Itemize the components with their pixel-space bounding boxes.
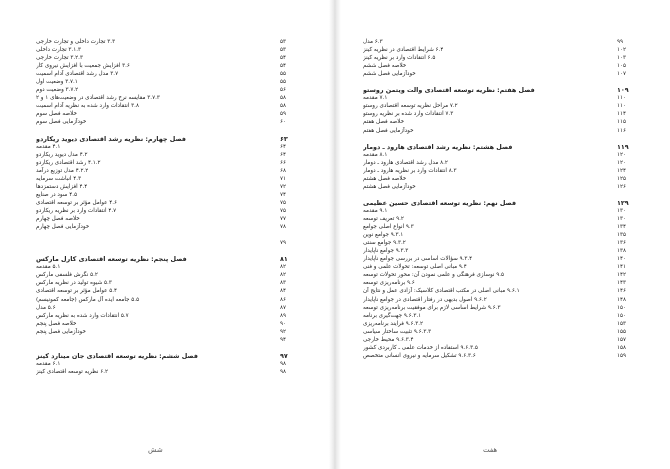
toc-entry [363, 110, 635, 118]
toc-entry-page-number: ۱۰۷ [617, 71, 627, 78]
toc-entry [363, 183, 635, 191]
toc-entry-page-number: ۱۱۴ [617, 111, 627, 118]
toc-entry-page-number: ۱۳۸ [617, 248, 627, 255]
toc-entry-title: ۹.۵ نوسازی فرهنگی و علمی نمودن آن: محور تحولات توسعه [363, 272, 505, 279]
toc-entry-title: ۵.۴ عوامل مؤثر بر توسعه اقتصادی [36, 288, 118, 295]
toc-entry-page-number: ۱۳۵ [617, 232, 627, 239]
toc-entry-title: ۵.۳ شیوه تولید در نظریه مارکس [36, 280, 112, 287]
page-right [335, 0, 670, 469]
toc-entry-title: ۹.۶.۳.۲ فرایند برنامه‌ریزی [363, 320, 424, 327]
toc-entry [36, 102, 298, 110]
toc-entry-title: فصل پنجم: نظریه توسعه اقتصادی کارل مارکس [36, 255, 187, 264]
toc-entry [36, 368, 298, 376]
toc-entry-page-number: ۶۶ [280, 159, 287, 166]
toc-entry [36, 320, 298, 328]
toc-entry-page-number: ۱۲۰ [617, 151, 627, 158]
toc-entry-page-number: ۹۴ [280, 336, 287, 343]
toc-entry-title: خودآزمایی فصل ششم [363, 71, 416, 78]
toc-entry [36, 328, 298, 336]
toc-entry [363, 175, 635, 183]
toc-entry [36, 110, 298, 118]
toc-entry-title: ۹.۱ مقدمه [363, 207, 388, 214]
toc-entry-title: خودآزمایی فصل چهارم [36, 224, 90, 231]
toc-entry-title: ۶.۱ مقدمه [36, 360, 61, 367]
toc-entry [36, 191, 298, 199]
toc-entry-page-number: ۱۴۲ [617, 272, 627, 279]
toc-entry [363, 102, 635, 110]
toc-entry-title: ۹.۶.۳.۳ تثبیت ساختار سیاسی [363, 328, 432, 335]
toc-entry-title: خلاصه فصل هشتم [363, 175, 407, 182]
toc-entry-page-number: ۶۴ [280, 151, 287, 158]
toc-entry [36, 86, 298, 94]
toc-entry-page-number: ۷۲ [280, 183, 287, 190]
toc-entry-title: خودآزمایی فصل پنجم [36, 328, 86, 335]
toc-entry-page-number: ۱۴۸ [617, 296, 627, 303]
toc-entry-page-number: ۸۲ [280, 264, 287, 271]
toc-entry-title: ۴.۵ سود در صنایع [36, 191, 78, 198]
toc-entry-title: ۳.۸ انتقادات وارد شده به نظریه آدام اسمیت [36, 103, 139, 110]
toc-entry-title: فصل نهم: نظریه توسعه اقتصادی حسین عظیمی [363, 198, 517, 207]
toc-entry-title: ۴.۱.۲ رشد اقتصادی ریکاردو [36, 159, 101, 166]
toc-entry-page-number: ۱۳۶ [617, 240, 627, 247]
toc-entry-page-number: ۶۳ [280, 134, 288, 143]
toc-chapter-heading [36, 135, 298, 143]
toc-entry-title: ۹.۶.۳.۵ استفاده از خدمات علمی ـ کاربردی کشور [363, 344, 478, 351]
toc-entry-title: ۴.۱ مقدمه [36, 143, 61, 150]
toc-entry-title: خلاصه فصل ششم [363, 63, 407, 70]
toc-entry [36, 94, 298, 102]
toc-entry-page-number: ۱۰۳ [617, 55, 627, 62]
toc-list-right [363, 38, 635, 360]
toc-list-left [36, 38, 298, 376]
toc-entry [363, 231, 635, 239]
toc-entry-page-number: ۵۳ [280, 47, 287, 54]
toc-entry [363, 352, 635, 360]
toc-entry-page-number: ۱۳۰ [617, 207, 627, 214]
toc-entry-page-number: ۵۶ [280, 87, 287, 94]
toc-entry-page-number: ۹۹ [617, 39, 624, 45]
toc-entry-title: ۳.۳ تجارت داخلی و تجارت خارجی [36, 39, 116, 45]
toc-entry [36, 54, 298, 62]
toc-entry [36, 231, 298, 239]
toc-chapter-heading [36, 352, 298, 360]
toc-entry [36, 223, 298, 231]
toc-entry-title: خلاصه فصل سوم [36, 111, 77, 118]
toc-entry [36, 127, 298, 135]
toc-entry-page-number: ۱۴۳ [617, 280, 627, 287]
toc-entry-title: خلاصه فصل پنجم [36, 320, 77, 327]
toc-entry-title: ۹.۳.۱ جوامع نوین [363, 232, 404, 239]
toc-entry-page-number: ۱۴۰ [617, 256, 627, 263]
toc-entry-page-number: ۱۱۶ [617, 127, 627, 134]
toc-entry-page-number: ۵۸ [280, 103, 287, 110]
toc-entry-page-number: ۱۵۹ [617, 352, 627, 359]
toc-entry [36, 360, 298, 368]
toc-entry-title: ۶.۴ شرایط اقتصادی در نظریه کینز [363, 47, 444, 54]
toc-entry [363, 70, 635, 78]
toc-entry-title: ۵.۱ مقدمه [36, 264, 61, 271]
toc-entry-title: ۴.۳ انباشت سرمایه [36, 175, 82, 182]
toc-entry [363, 328, 635, 336]
toc-entry [36, 312, 298, 320]
toc-entry-title: فصل چهارم: نظریه رشد اقتصادی دیوید ریکاردو [36, 134, 186, 143]
toc-entry-title: ۹.۳.۲ جوامع سنتی [363, 240, 406, 247]
toc-entry-page-number: ۸۴ [280, 288, 287, 295]
toc-entry-title: ۷.۳ انتقادات وارد شده بر نظریه روستو [363, 111, 454, 118]
toc-entry-title: ۳.۶ افزایش جمعیت با افزایش نیروی کار [36, 63, 130, 70]
toc-entry [363, 247, 635, 255]
toc-entry-title: ۳.۷.۲ وضعیت دوم [36, 87, 79, 94]
toc-entry [363, 191, 635, 199]
toc-entry-page-number: ۷۱ [280, 175, 287, 182]
toc-entry-page-number: ۷۸ [280, 224, 287, 231]
toc-entry-title: ۷.۱ مقدمه [363, 95, 388, 102]
toc-entry [36, 296, 298, 304]
toc-entry [36, 263, 298, 271]
toc-entry [36, 143, 298, 151]
toc-entry [36, 344, 298, 352]
toc-entry-page-number: ۱۲۹ [617, 198, 629, 207]
toc-entry-page-number: ۱۴۶ [617, 288, 627, 295]
toc-entry-title: ۵.۲ نگرش فلسفی مارکس [36, 272, 98, 279]
toc-entry-page-number: ۱۱۰ [617, 95, 627, 102]
toc-entry-page-number: ۱۳۰ [617, 216, 627, 223]
toc-entry-page-number: ۸۷ [280, 304, 287, 311]
toc-entry [363, 344, 635, 352]
toc-entry-title: ۷.۲ مراحل نظریه توسعه اقتصادی روستو [363, 103, 458, 110]
toc-chapter-heading [36, 255, 298, 263]
toc-entry-page-number: ۵۳ [280, 39, 287, 45]
toc-entry-title: ۹.۶ برنامه‌ریزی توسعه [363, 280, 415, 287]
toc-entry [36, 151, 298, 159]
toc-entry [363, 127, 635, 135]
toc-entry [36, 167, 298, 175]
toc-entry [363, 118, 635, 126]
toc-entry-page-number: ۵۹ [280, 111, 287, 118]
toc-entry-page-number: ۱۵۵ [617, 328, 627, 335]
toc-entry [363, 159, 635, 167]
toc-entry [363, 304, 635, 312]
toc-entry-page-number: ۸۱ [280, 255, 288, 264]
toc-entry-page-number: ۵۵ [280, 79, 287, 86]
toc-entry-page-number: ۱۵۰ [617, 312, 627, 319]
toc-entry-title: ۹.۶.۳.۴ محیط خارجی [363, 336, 414, 343]
toc-entry-title: خودآزمایی فصل هشتم [363, 183, 416, 190]
toc-chapter-heading [363, 143, 635, 151]
toc-entry-title: ۹.۶.۳ شرایط اساسی لازم برای موفقیت برنامه‌ریزی توسعه [363, 304, 501, 311]
toc-entry-page-number: ۹۲ [280, 328, 287, 335]
toc-entry [363, 320, 635, 328]
toc-entry-title: ۵.۷ انتقادات وارد شده به نظریه مارکس [36, 312, 129, 319]
toc-entry-title: ۸.۳ انتقادات وارد بر نظریه هارود ـ دومار [363, 167, 457, 174]
toc-entry-title: ۹.۶.۳.۱ جهت‌گیری برنامه [363, 312, 422, 319]
toc-entry-title: ۳.۷.۳ مقایسه نرخ رشد اقتصادی در وضعیت‌های ۱ و ۲ [36, 95, 160, 102]
toc-entry [36, 175, 298, 183]
page-folio-right: هفت [483, 446, 498, 454]
toc-entry-title: ۸.۲ مدل رشد اقتصادی هارود ـ دومار [363, 159, 448, 166]
toc-entry-page-number: ۸۲ [280, 272, 287, 279]
toc-entry [363, 78, 635, 86]
toc-entry-title: ۴.۲ مدل دیوید ریکاردو [36, 151, 88, 158]
toc-entry-page-number: ۱۵۷ [617, 336, 627, 343]
toc-entry [363, 62, 635, 70]
toc-entry [363, 312, 635, 320]
toc-entry-title: ۴.۲.۲ مدل توزیع درآمد [36, 167, 89, 174]
toc-entry [36, 78, 298, 86]
toc-entry-page-number: ۱۱۵ [617, 119, 627, 126]
toc-entry-page-number: ۱۲۵ [617, 175, 627, 182]
toc-entry [36, 239, 298, 247]
toc-entry-title: ۹.۶.۳.۶ تشکیل سرمایه و نیروی انسانی متخصص [363, 352, 476, 359]
toc-entry-title: ۹.۴ مبانی اصلی توسعه: تحولات علمی و فنی [363, 264, 467, 271]
toc-entry-page-number: ۱۱۰ [617, 103, 627, 110]
toc-entry [363, 239, 635, 247]
toc-entry-page-number: ۱۲۶ [617, 183, 627, 190]
toc-entry-page-number: ۷۵ [280, 207, 287, 214]
toc-entry [36, 287, 298, 295]
toc-entry-page-number: ۱۰۵ [617, 63, 627, 70]
toc-entry-page-number: ۷۵ [280, 199, 287, 206]
toc-entry-title: خودآزمایی فصل هفتم [363, 127, 414, 134]
toc-entry-page-number: ۱۵۸ [617, 344, 627, 351]
toc-entry-title: خلاصه فصل چهارم [36, 216, 80, 223]
toc-entry-title: خلاصه فصل هفتم [363, 119, 405, 126]
toc-entry-title: ۴.۴ افزایش دستمزدها [36, 183, 88, 190]
toc-entry-page-number: ۵۸ [280, 95, 287, 102]
toc-entry-title: ۶.۵ انتقادات وارد بر نظریه کینز [363, 55, 436, 62]
toc-entry [36, 62, 298, 70]
toc-entry [36, 304, 298, 312]
toc-entry-page-number: ۹۸ [280, 368, 287, 375]
toc-entry-title: ۳.۷.۱ وضعیت اول [36, 79, 78, 86]
toc-entry-title: ۹.۶.۱ مبانی اصلی در مکتب اقتصادی کلاسیک: آزادی عمل و نتایج آن [363, 288, 520, 295]
toc-entry [363, 46, 635, 54]
toc-entry [363, 296, 635, 304]
toc-chapter-heading [363, 86, 635, 94]
toc-entry [36, 199, 298, 207]
toc-entry [363, 255, 635, 263]
toc-entry [363, 167, 635, 175]
toc-entry-page-number: ۶۸ [280, 167, 287, 174]
toc-entry [363, 94, 635, 102]
toc-entry [363, 223, 635, 231]
toc-entry-title: ۴.۶ عوامل مؤثر بر توسعه اقتصادی [36, 199, 118, 206]
toc-entry [363, 151, 635, 159]
toc-entry-page-number: ۱۱۹ [617, 142, 629, 151]
toc-entry [363, 263, 635, 271]
toc-entry-page-number: ۱۴۱ [617, 264, 627, 271]
toc-entry-title: ۵.۵ جامعه ایده آل مارکس (جامعه کمونیسم) [36, 296, 140, 303]
toc-entry [363, 54, 635, 62]
toc-entry-title: ۹.۳ انواع اصلی جوامع [363, 224, 414, 231]
toc-entry [36, 271, 298, 279]
toc-entry-title: ۹.۳.۴ سؤالات اساسی در بررسی جوامع ناپایدار [363, 256, 473, 263]
toc-entry-page-number: ۱۳۴ [617, 224, 627, 231]
toc-entry-title: ۵.۶ مدل [36, 304, 56, 311]
toc-entry [36, 215, 298, 223]
toc-entry-title: خودآزمایی فصل سوم [36, 119, 87, 126]
toc-entry-page-number: ۱۰۹ [617, 86, 629, 95]
toc-entry-page-number: ۷۷ [280, 216, 287, 223]
toc-entry-page-number: ۱۰۲ [617, 47, 627, 54]
toc-entry [363, 135, 635, 143]
toc-entry-title: ۸.۱ مقدمه [363, 151, 388, 158]
toc-entry-page-number: ۷۴ [280, 191, 287, 198]
toc-entry-page-number: ۸۳ [280, 280, 287, 287]
toc-entry-title: ۶.۲ نظریه توسعه اقتصادی کینز [36, 368, 108, 375]
toc-entry [363, 287, 635, 295]
toc-entry [36, 279, 298, 287]
toc-entry-page-number: ۸۶ [280, 296, 287, 303]
toc-entry-page-number: ۱۵۳ [617, 320, 627, 327]
page-folio-left: شش [148, 446, 163, 454]
toc-entry-page-number: ۷۹ [280, 240, 287, 247]
toc-entry [363, 271, 635, 279]
toc-entry [36, 38, 298, 46]
toc-entry-page-number: ۹۸ [280, 360, 287, 367]
toc-entry-title: ۳.۷ مدل رشد اقتصادی آدام اسمیت [36, 71, 119, 78]
toc-entry [363, 38, 635, 46]
toc-entry-title: ۹.۳.۳ جوامع ناپایدار [363, 248, 409, 255]
toc-entry-title: ۳.۱.۳ تجارت داخلی [36, 47, 81, 54]
toc-entry-title: فصل هفتم: نظریه توسعه اقتصادی والت ویتمن روستو [363, 86, 535, 95]
toc-entry-title: ۹.۲ تعریف توسعه [363, 216, 404, 223]
toc-entry [36, 183, 298, 191]
toc-entry [363, 207, 635, 215]
toc-entry-page-number: ۱۲۰ [617, 159, 627, 166]
toc-entry-page-number: ۵۴ [280, 55, 287, 62]
toc-entry-title: ۴.۷ انتقادات وارد بر نظریه ریکاردو [36, 207, 117, 214]
toc-entry [363, 279, 635, 287]
toc-entry-title: فصل هشتم: نظریه رشد اقتصادی هارود ـ دومار [363, 142, 513, 151]
toc-chapter-heading [363, 199, 635, 207]
toc-entry-page-number: ۵۴ [280, 63, 287, 70]
toc-entry [363, 215, 635, 223]
toc-entry-page-number: ۱۲۴ [617, 167, 627, 174]
toc-entry-page-number: ۶۴ [280, 143, 287, 150]
toc-entry-title: ۹.۶.۲ اصول بدیهی در رفتار اقتصادی در جوامع ناپایدار [363, 296, 487, 303]
toc-entry-title: فصل ششم: نظریه توسعه اقتصادی جان مینارد کینز [36, 351, 198, 360]
toc-entry-page-number: ۹۷ [280, 351, 288, 360]
toc-entry [36, 46, 298, 54]
toc-entry-page-number: ۹۰ [280, 320, 287, 327]
toc-entry-title: ۶.۳ مدل [363, 39, 383, 45]
toc-entry-page-number: ۸۹ [280, 312, 287, 319]
toc-entry-title: ۳.۲.۳ تجارت خارجی [36, 55, 83, 62]
toc-entry [36, 159, 298, 167]
toc-entry [36, 336, 298, 344]
toc-entry-page-number: ۱۵۰ [617, 304, 627, 311]
toc-entry-page-number: ۶۰ [280, 119, 287, 126]
toc-entry [36, 247, 298, 255]
toc-entry-page-number: ۵۵ [280, 71, 287, 78]
toc-entry [36, 207, 298, 215]
toc-entry [36, 70, 298, 78]
toc-entry [363, 336, 635, 344]
toc-entry [36, 118, 298, 126]
